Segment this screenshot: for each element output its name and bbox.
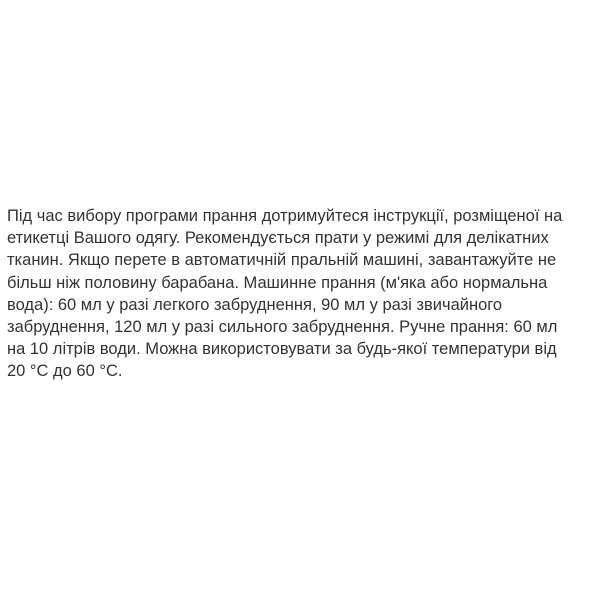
instruction-line-1: Під час вибору програми прання дотримуйтеся інструкції, розміщеної на [7,207,563,225]
instruction-line-7: на 10 літрів води. Можна використовувати за будь-якої температури від [7,340,557,359]
instruction-line-2: етикетці Вашого одягу. Рекомендується прати у режимі для делікатних [7,229,549,248]
instruction-line-3: тканин. Якщо перете в автоматичній пральній машині, завантажуйте не [7,251,557,270]
instruction-line-6: забруднення, 120 мл у разі сильного забруднення. Ручне прання: 60 мл [7,318,558,337]
instruction-line-5: вода): 60 мл у разі легкого забруднення, 90 мл у разі звичайного [7,295,503,314]
instruction-line-8: 20 °C до 60 °C. [7,362,123,381]
instruction-line-4: більш ніж половину барабана. Машинне прання (м'яка або нормальна [7,273,548,292]
washing-instructions-paragraph [7,205,595,383]
